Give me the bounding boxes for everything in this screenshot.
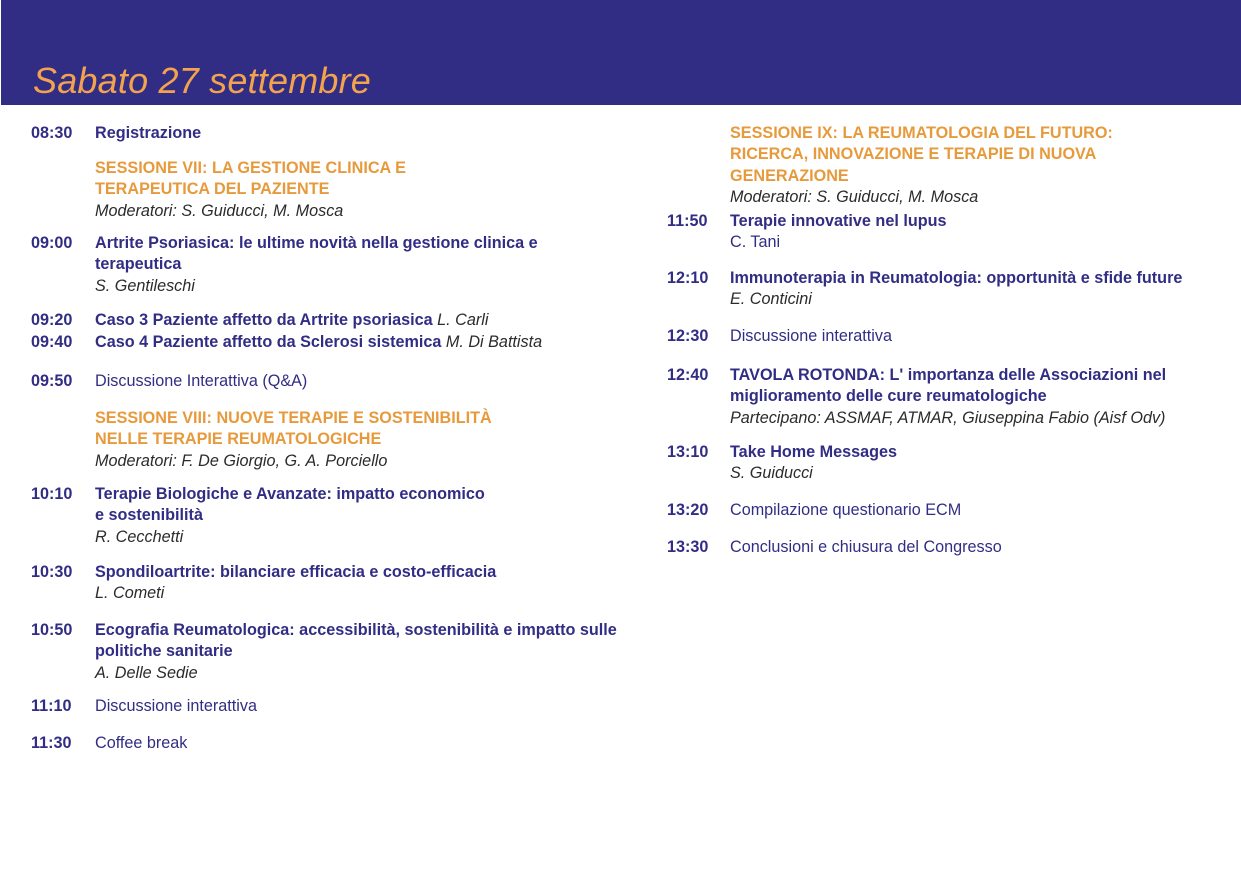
session-title-line: SESSIONE IX: LA REUMATOLOGIA DEL FUTURO:: [730, 124, 1113, 142]
session-title-line: NELLE TERAPIE REUMATOLOGICHE: [95, 430, 382, 449]
item-time: 09:50: [31, 372, 73, 390]
item-title-line: Artrite Psoriasica: le ultime novità nella gestione clinica e: [95, 234, 538, 252]
item-speaker: R. Cecchetti: [95, 527, 184, 546]
item-participants: Partecipano: ASSMAF, ATMAR, Giuseppina Fabio (Aisf Odv): [730, 408, 1166, 427]
item-title: Discussione interattiva: [95, 697, 257, 715]
item-time: 10:10: [31, 485, 73, 503]
item-title: Caso 3 Paziente affetto da Artrite psoriasica: [95, 311, 433, 329]
item-title: Compilazione questionario ECM: [730, 501, 962, 519]
item-title: Caso 4 Paziente affetto da Sclerosi sistemica: [95, 333, 442, 351]
session-moderators: Moderatori: S. Guiducci, M. Mosca: [730, 187, 979, 206]
item-time: 12:10: [667, 269, 709, 287]
item-title: Spondiloartrite: bilanciare efficacia e costo-efficacia: [95, 563, 497, 581]
item-time: 09:00: [31, 234, 73, 252]
item-title-line: Terapie Biologiche e Avanzate: impatto economico: [95, 485, 485, 503]
item-time: 09:40: [31, 333, 73, 351]
session-title-line: RICERCA, INNOVAZIONE E TERAPIE DI NUOVA: [730, 145, 1097, 164]
item-time: 12:40: [667, 366, 709, 384]
item-title: Conclusioni e chiusura del Congresso: [730, 538, 1002, 556]
item-speaker: A. Delle Sedie: [95, 663, 198, 682]
item-title-line: politiche sanitarie: [95, 642, 233, 661]
session-title-line: GENERAZIONE: [730, 166, 849, 185]
item-speaker: C. Tani: [730, 233, 781, 252]
item-time: 10:30: [31, 563, 73, 581]
item-time: 11:30: [31, 734, 72, 752]
session-title-line: TERAPEUTICA DEL PAZIENTE: [95, 180, 330, 199]
item-title: Terapie innovative nel lupus: [730, 212, 947, 230]
item-time: 13:10: [667, 443, 709, 461]
item-speaker: S. Gentileschi: [95, 276, 195, 295]
item-time: 08:30: [31, 124, 73, 142]
item-title: Immunoterapia in Reumatologia: opportunità e sfide future: [730, 269, 1183, 287]
item-title-line: TAVOLA ROTONDA: L' importanza delle Associazioni nel: [730, 366, 1167, 384]
item-speaker: S. Guiducci: [730, 464, 813, 483]
item-time: 11:50: [667, 212, 708, 230]
item-time: 09:20: [31, 311, 73, 329]
item-speaker: E. Conticini: [730, 290, 812, 309]
session-title-line: SESSIONE VIII: NUOVE TERAPIE E SOSTENIBILITÀ: [95, 409, 492, 427]
item-speaker: L. Carli: [437, 311, 489, 329]
item-speaker: M. Di Battista: [445, 333, 543, 351]
item-title-line: Ecografia Reumatologica: accessibilità, sostenibilità e impatto sulle: [95, 621, 617, 639]
item-title: Discussione interattiva: [730, 327, 892, 345]
item-title-line: miglioramento delle cure reumatologiche: [730, 387, 1047, 406]
page-title: Sabato 27 settembre: [33, 60, 372, 101]
item-speaker: L. Cometi: [95, 584, 165, 603]
session-moderators: Moderatori: S. Guiducci, M. Mosca: [95, 201, 344, 220]
item-time: 13:20: [667, 501, 709, 519]
session-title-line: SESSIONE VII: LA GESTIONE CLINICA E: [95, 159, 406, 177]
item-time: 11:10: [31, 697, 72, 715]
item-time: 10:50: [31, 621, 73, 639]
item-time: 12:30: [667, 327, 709, 345]
item-title: Coffee break: [95, 734, 188, 752]
session-moderators: Moderatori: F. De Giorgio, G. A. Porciello: [95, 451, 388, 470]
item-time: 13:30: [667, 538, 709, 556]
item-title: Discussione Interattiva (Q&A): [95, 372, 308, 390]
item-title-line: e sostenibilità: [95, 506, 203, 525]
item-title: Take Home Messages: [730, 443, 898, 461]
item-title-line: terapeutica: [95, 255, 182, 274]
item-title: Registrazione: [95, 124, 202, 142]
